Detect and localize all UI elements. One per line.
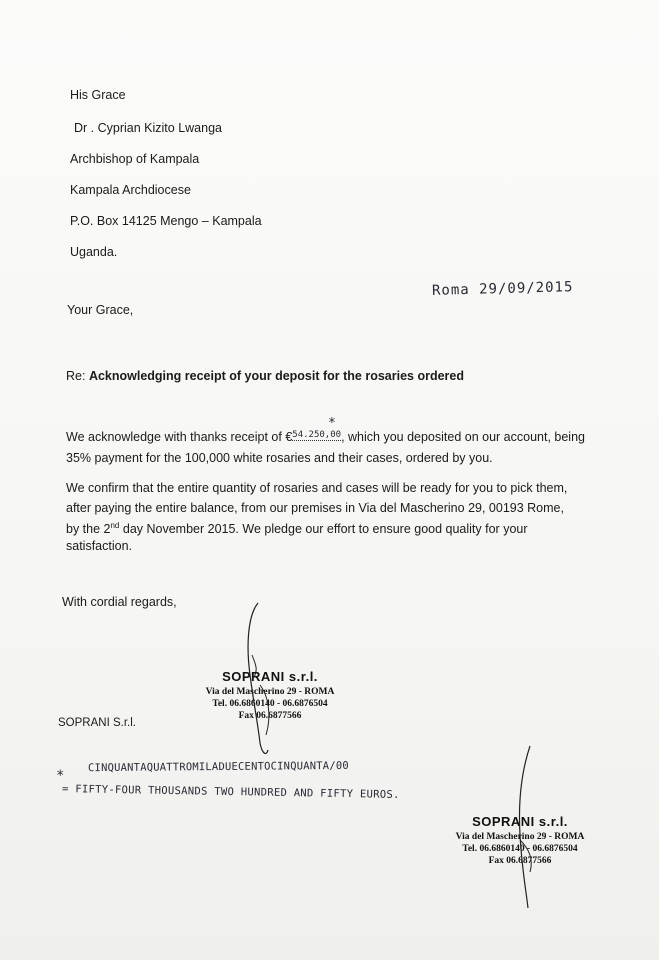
paragraph1-line2: 35% payment for the 100,000 white rosaries and their cases, ordered by you. [66,451,493,465]
company-stamp-1 [180,671,360,722]
amount-asterisk: * [328,416,336,431]
stamp1-name: SOPRANI s.r.l. [222,669,318,684]
footnote-italian-amount: CINQUANTAQUATTROMILADUECENTOCINQUANTA/00 [87,759,349,775]
greeting: Your Grace, [67,303,134,317]
subject-line [66,369,464,383]
paragraph1-line1-before: We acknowledge with thanks receipt of € [66,430,293,444]
stamp2-address: Via del Mascherino 29 - ROMA [455,832,585,842]
paragraph2-line4: satisfaction. [66,539,133,553]
recipient-title: Archbishop of Kampala [70,152,200,166]
recipient-diocese: Kampala Archdiocese [70,183,191,197]
subject-text: Acknowledging receipt of your deposit for the rosaries ordered [88,369,465,383]
recipient-salutation-title: His Grace [70,88,126,102]
stamp1-address: Via del Mascherino 29 - ROMA [205,687,335,697]
stamp2-fax: Fax 06.6877566 [488,856,552,866]
stamp1-fax: Fax 06.6877566 [238,711,302,721]
closing: With cordial regards, [62,595,177,609]
paragraph1-line1-after: , which you deposited on our account, being [341,430,585,444]
recipient-name: Dr . Cyprian Kizito Lwanga [74,121,222,135]
stamp2-name: SOPRANI s.r.l. [472,814,568,829]
paragraph2-line3-before: by the 2 [66,522,111,537]
stamp1-tel: Tel. 06.6860140 - 06.6876504 [212,699,328,709]
paragraph2-line3-sup: nd [110,521,120,530]
sender-name: SOPRANI S.r.l. [58,717,136,729]
stamp2-tel: Tel. 06.6860140 - 06.6876504 [462,844,578,854]
recipient-country: Uganda. [70,245,118,259]
company-stamp-2 [440,816,600,867]
recipient-address: P.O. Box 14125 Mengo – Kampala [70,214,262,228]
paragraph1-line1 [66,430,585,444]
subject-prefix: Re: [66,369,86,383]
footnote-mark: * [56,768,65,784]
paragraph2-line3 [66,521,528,536]
paragraph2-line2: after paying the entire balance, from our premises in Via del Mascherino 29, 00193 Rome, [66,501,564,515]
handwritten-date: Roma 29/09/2015 [431,279,574,299]
footnote-english-amount: = FIFTY-FOUR THOUSANDS TWO HUNDRED AND FIFTY EUROS. [61,783,400,801]
paragraph2-line1: We confirm that the entire quantity of rosaries and cases will be ready for you to pick them, [66,481,568,495]
handwritten-amount: 54.250,00 [292,430,342,440]
paragraph2-line3-after: day November 2015. We pledge our effort to ensure good quality for your [119,522,528,537]
